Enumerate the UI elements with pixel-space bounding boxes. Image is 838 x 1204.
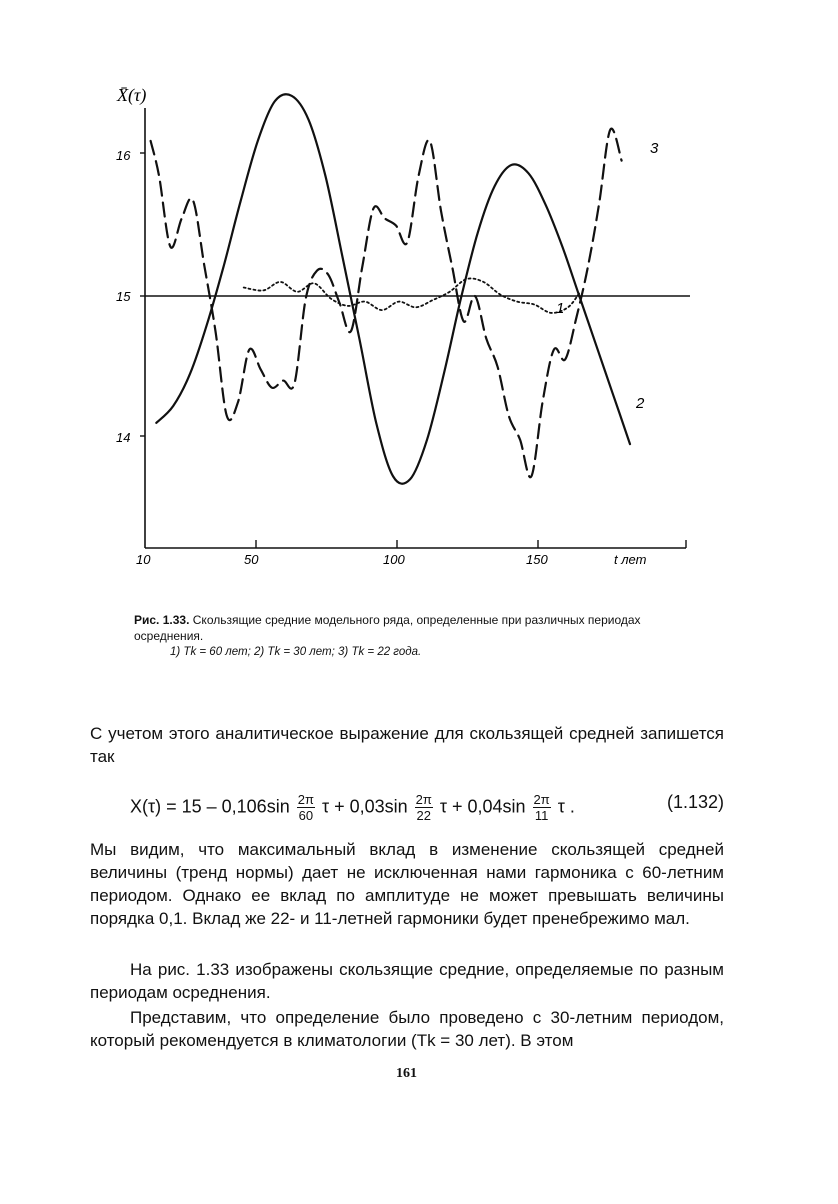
x-tick-label-100: 100 <box>383 552 405 567</box>
series-line-3 <box>151 129 622 478</box>
y-tick-label-15: 15 <box>116 289 131 304</box>
equation-number: (1.132) <box>666 792 724 812</box>
y-axis-label: X̄(τ) <box>117 85 147 105</box>
formula-end: τ . <box>557 796 575 817</box>
page-number: 161 <box>396 1066 417 1081</box>
x-tick-label-50: 50 <box>244 552 259 567</box>
y-tick-label-14: 14 <box>116 430 131 445</box>
x-unit-label: t лет <box>614 552 647 567</box>
fraction-22: $\frac{2\pi}{22}$ <box>415 792 432 823</box>
fraction-11: $\frac{2\pi}{11}$ <box>533 792 550 823</box>
curve-label-2: 2 <box>636 395 645 412</box>
formula-mid2: τ + 0,04sin <box>439 796 526 817</box>
paragraph-3: На рис. 1.33 изображены скользящие средние, определяемые по разным периодам осреднения. <box>90 960 724 1002</box>
caption-label: Рис. 1.33. <box>134 613 190 627</box>
chart-figure <box>0 0 838 600</box>
formula-mid1: τ + 0,03sin <box>321 796 408 817</box>
formula-lhs: X(τ) = 15 – 0,106sin <box>130 796 290 817</box>
y-tick-label-16: 16 <box>116 148 131 163</box>
caption-legend: 1) Tk = 60 лет; 2) Tk = 30 лет; 3) Tk = 22 года. <box>170 646 422 658</box>
equation-1-132 <box>130 778 730 830</box>
caption-text: Скользящие средние модельного ряда, определенные при различных периодах осреднения. <box>134 613 641 643</box>
series-line-2 <box>156 94 630 484</box>
x-tick-label-150: 150 <box>526 552 548 567</box>
paragraph-2: Мы видим, что максимальный вклад в изменение скользящей средней величины (тренд нормы) дает не исключенная нами гармоника с 60-летним периодом. Однако ее вклад по амплитуде не может превышать величины порядка 0,1. Вклад же 22- и 11-летней гармоники будет пренебрежимо мал. <box>90 840 724 928</box>
fraction-60: $\frac{2\pi}{60}$ <box>297 792 314 823</box>
figure-caption <box>134 612 694 660</box>
series-layer <box>151 94 630 484</box>
curve-label-3: 3 <box>650 140 659 157</box>
paragraph-4: Представим, что определение было проведено с 30-летним периодом, который рекомендуется в климатологии (Tk = 30 лет). В этом <box>90 1008 724 1050</box>
paragraph-1: С учетом этого аналитическое выражение для скользящей средней запишется так <box>90 724 724 766</box>
curve-label-1: 1 <box>556 300 565 317</box>
x-tick-label-10: 10 <box>136 552 151 567</box>
